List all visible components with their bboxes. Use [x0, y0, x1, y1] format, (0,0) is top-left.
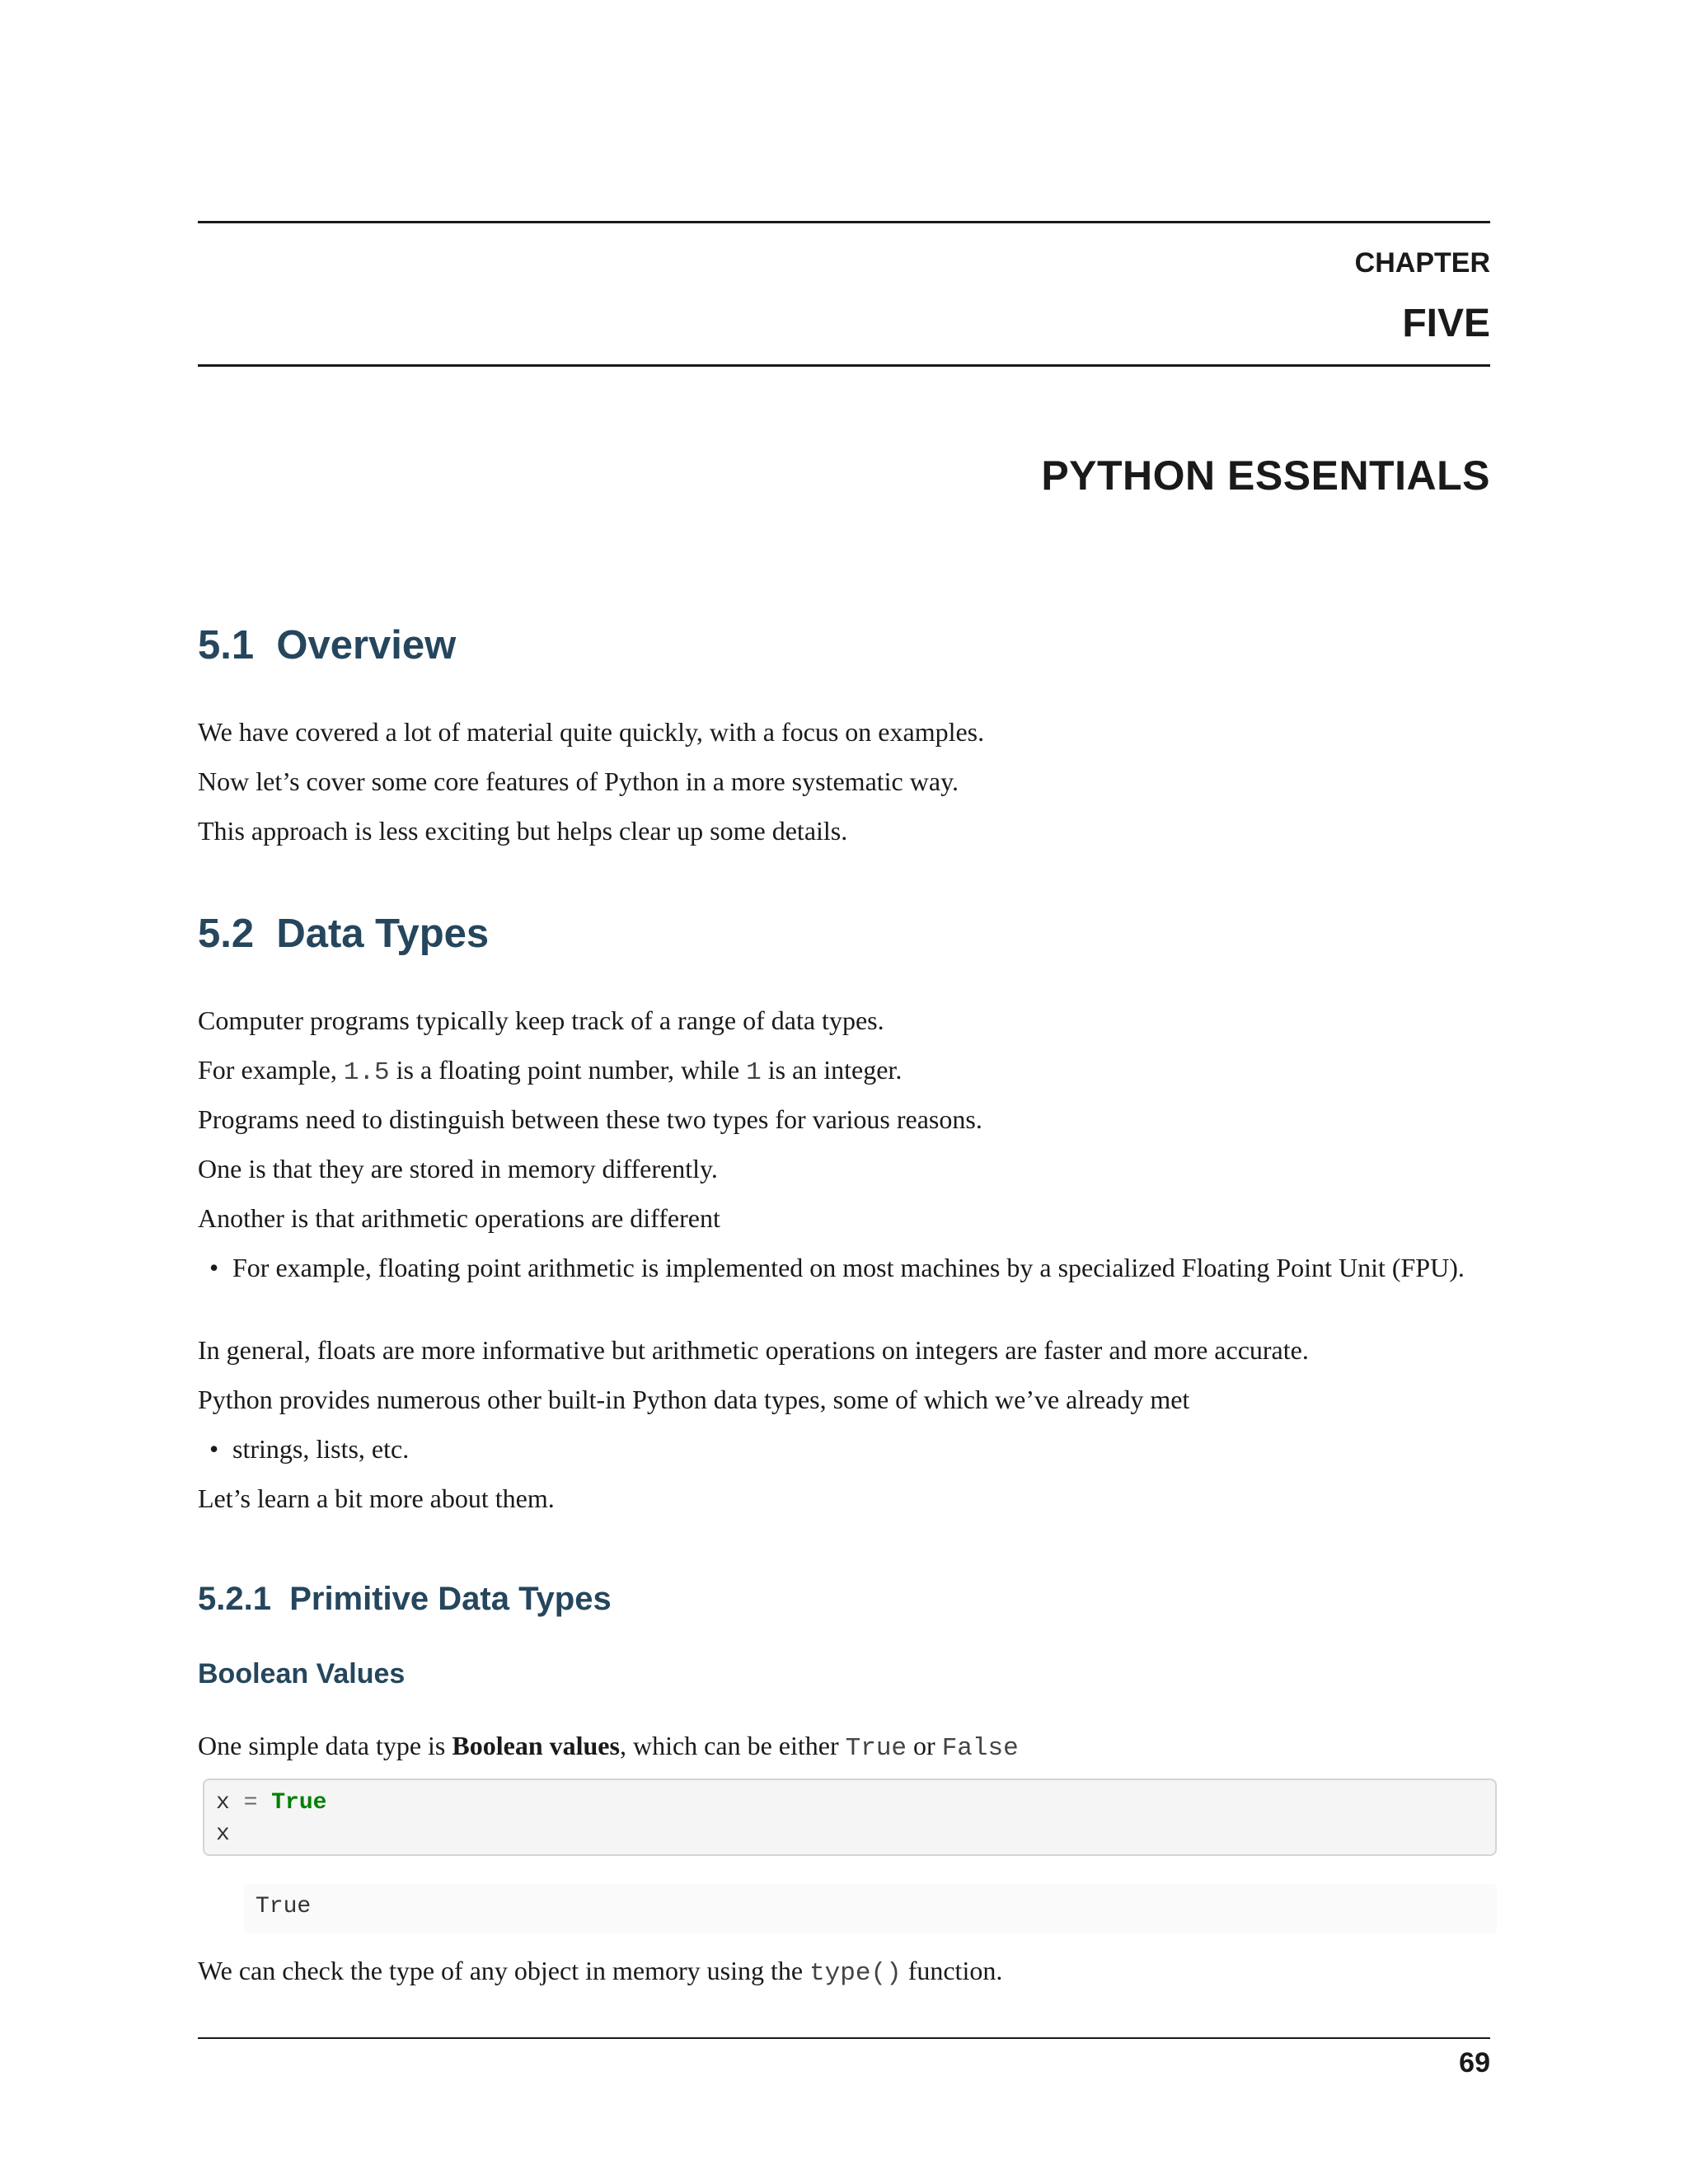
inline-code: type(): [809, 1959, 902, 1988]
paragraph: We have covered a lot of material quite quickly, with a focus on examples.: [198, 717, 985, 747]
subsubsection-heading-boolean: Boolean Values: [198, 1658, 406, 1690]
page-number: 69: [1459, 2047, 1490, 2079]
bullet-icon: •: [209, 1434, 219, 1464]
inline-code: 1: [746, 1058, 762, 1087]
section-heading-overview: 5.1 Overview: [198, 623, 457, 668]
code-cell[interactable]: [203, 1779, 1497, 1856]
paragraph-float-example: For example, 1.5 is a floating point number, while 1 is an integer.: [198, 1055, 903, 1087]
paragraph: Now let’s cover some core features of Python in a more systematic way.: [198, 766, 959, 796]
bullet-icon: •: [209, 1253, 219, 1282]
footer-rule: [198, 2037, 1490, 2039]
chapter-title: PYTHON ESSENTIALS: [1041, 452, 1490, 499]
code-line: x: [216, 1821, 230, 1847]
chapter-bottom-rule: [198, 364, 1490, 367]
inline-code: True: [845, 1734, 907, 1763]
paragraph: Let’s learn a bit more about them.: [198, 1483, 555, 1513]
output-text: True: [256, 1894, 312, 1919]
paragraph: Another is that arithmetic operations are different: [198, 1203, 720, 1233]
paragraph: Computer programs typically keep track of a range of data types.: [198, 1005, 884, 1035]
paragraph: In general, floats are more informative but arithmetic operations on integers are faster and more accurate.: [198, 1335, 1309, 1365]
section-heading-data-types: 5.2 Data Types: [198, 912, 490, 956]
paragraph-type-check: We can check the type of any object in memory using the type() function.: [198, 1956, 1003, 1988]
paragraph: Python provides numerous other built-in Python data types, some of which we’ve already met: [198, 1385, 1190, 1414]
paragraph: Programs need to distinguish between these two types for various reasons.: [198, 1104, 982, 1134]
list-item: • For example, floating point arithmetic is implemented on most machines by a specialized Floating Point Unit (FPU).: [209, 1253, 1465, 1282]
chapter-top-rule: [198, 221, 1490, 223]
subsection-heading-primitive: 5.2.1 Primitive Data Types: [198, 1581, 612, 1617]
code-output: [244, 1884, 1497, 1933]
inline-code: False: [941, 1734, 1019, 1763]
code-line: x = True: [216, 1790, 327, 1816]
chapter-number: FIVE: [1402, 302, 1490, 345]
paragraph: This approach is less exciting but helps clear up some details.: [198, 816, 848, 846]
paragraph-boolean-intro: One simple data type is Boolean values, which can be either True or False: [198, 1731, 1019, 1763]
list-item: • strings, lists, etc.: [209, 1434, 410, 1464]
document-page: [198, 0, 1490, 2184]
paragraph: One is that they are stored in memory differently.: [198, 1154, 718, 1183]
chapter-label: CHAPTER: [1354, 247, 1490, 279]
inline-code: 1.5: [343, 1058, 390, 1087]
